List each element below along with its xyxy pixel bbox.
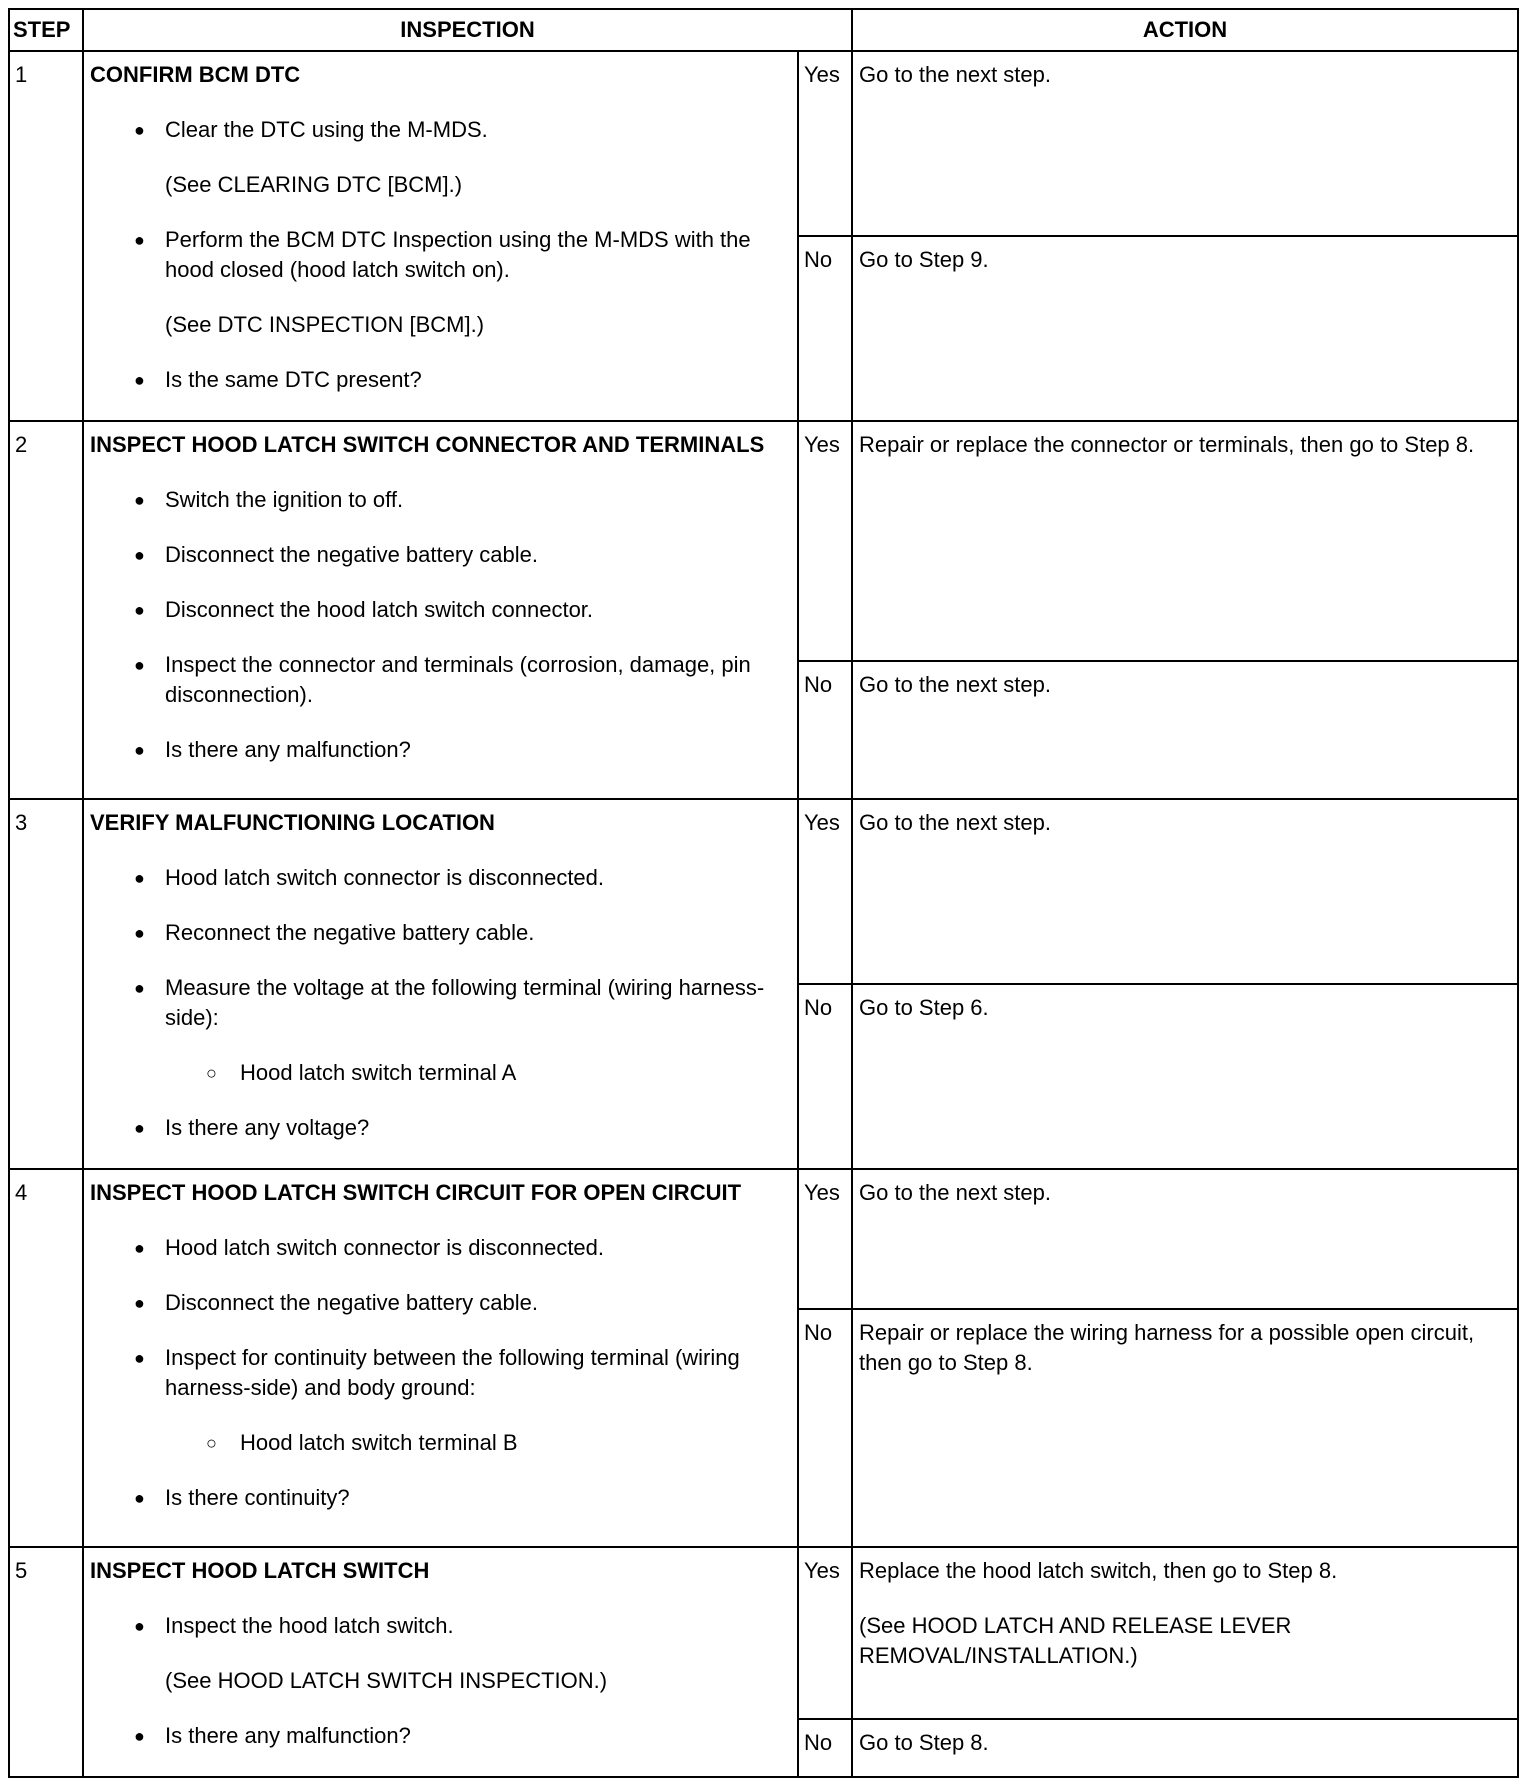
no-action: Go to Step 6. xyxy=(852,984,1518,1169)
no-action: Repair or replace the wiring harness for a possible open circuit, then go to Step 8. xyxy=(852,1309,1518,1547)
list-item: ● Is there any malfunction? xyxy=(90,735,787,765)
list-item: ● Hood latch switch connector is disconnected. xyxy=(90,1233,787,1263)
step-number: 5 xyxy=(9,1547,83,1777)
reference-note: (See CLEARING DTC [BCM].) xyxy=(165,172,463,197)
step-title: CONFIRM BCM DTC xyxy=(90,62,301,87)
list-item: ● Perform the BCM DTC Inspection using the M-MDS with the hood closed (hood latch switch on). xyxy=(90,225,787,285)
no-action: Go to Step 8. xyxy=(852,1719,1518,1777)
step-column-header: STEP xyxy=(9,9,83,51)
yes-action xyxy=(852,1547,1518,1719)
yes-action: Repair or replace the connector or terminals, then go to Step 8. xyxy=(852,421,1518,661)
list-item: ● Inspect the connector and terminals (corrosion, damage, pin disconnection). xyxy=(90,650,787,710)
inspection-cell xyxy=(83,51,798,421)
step-number: 2 xyxy=(9,421,83,799)
list-item: ● Is there any malfunction? xyxy=(90,1721,787,1751)
list-item: ● Switch the ignition to off. xyxy=(90,485,787,515)
reference-note: (See HOOD LATCH SWITCH INSPECTION.) xyxy=(165,1668,608,1693)
sub-list-item: ○ Hood latch switch terminal A xyxy=(90,1058,787,1088)
yes-label: Yes xyxy=(798,1169,852,1309)
list-item: ● Clear the DTC using the M-MDS. xyxy=(90,115,787,145)
no-action: Go to the next step. xyxy=(852,661,1518,799)
table-header-row xyxy=(9,9,1518,51)
inspection-cell xyxy=(83,421,798,799)
step-number: 3 xyxy=(9,799,83,1169)
list-item: ● Reconnect the negative battery cable. xyxy=(90,918,787,948)
sub-list-item: ○ Hood latch switch terminal B xyxy=(90,1428,787,1458)
list-item: ● Disconnect the hood latch switch connector. xyxy=(90,595,787,625)
no-label: No xyxy=(798,236,852,421)
step-number: 4 xyxy=(9,1169,83,1547)
no-label: No xyxy=(798,1309,852,1547)
list-item: ● Is there continuity? xyxy=(90,1483,787,1513)
yes-label: Yes xyxy=(798,799,852,984)
yes-label: Yes xyxy=(798,51,852,236)
list-item: ● Inspect for continuity between the following terminal (wiring harness-side) and body ground: xyxy=(90,1343,787,1403)
no-action: Go to Step 9. xyxy=(852,236,1518,421)
step-title: INSPECT HOOD LATCH SWITCH xyxy=(90,1558,430,1583)
list-item: ● Is the same DTC present? xyxy=(90,365,787,395)
step-number: 1 xyxy=(9,51,83,421)
step-title: INSPECT HOOD LATCH SWITCH CIRCUIT FOR OPEN CIRCUIT xyxy=(90,1180,742,1205)
list-item: ● Hood latch switch connector is disconnected. xyxy=(90,863,787,893)
step-title: INSPECT HOOD LATCH SWITCH CONNECTOR AND TERMINALS xyxy=(90,432,765,457)
yes-action: Go to the next step. xyxy=(852,799,1518,984)
yes-action-text: Replace the hood latch switch, then go to Step 8. xyxy=(859,1558,1338,1583)
no-label: No xyxy=(798,984,852,1169)
diagnostic-procedure-table xyxy=(8,8,1517,1756)
yes-action: Go to the next step. xyxy=(852,1169,1518,1309)
inspection-cell xyxy=(83,1547,798,1777)
table-row xyxy=(9,421,1518,661)
table-row xyxy=(9,1169,1518,1309)
list-item: ● Disconnect the negative battery cable. xyxy=(90,1288,787,1318)
table-row xyxy=(9,51,1518,236)
no-label: No xyxy=(798,1719,852,1777)
inspection-cell xyxy=(83,799,798,1169)
list-item: ● Is there any voltage? xyxy=(90,1113,787,1143)
reference-note: (See DTC INSPECTION [BCM].) xyxy=(165,312,485,337)
action-column-header: ACTION xyxy=(852,9,1518,51)
table-row xyxy=(9,799,1518,984)
inspection-cell xyxy=(83,1169,798,1547)
list-item: ● Inspect the hood latch switch. xyxy=(90,1611,787,1641)
yes-action: Go to the next step. xyxy=(852,51,1518,236)
yes-action-reference: (See HOOD LATCH AND RELEASE LEVER REMOVAL/INSTALLATION.) xyxy=(859,1613,1292,1668)
list-item: ● Disconnect the negative battery cable. xyxy=(90,540,787,570)
inspection-column-header: INSPECTION xyxy=(83,9,852,51)
table-row xyxy=(9,1547,1518,1719)
yes-label: Yes xyxy=(798,421,852,661)
yes-label: Yes xyxy=(798,1547,852,1719)
no-label: No xyxy=(798,661,852,799)
step-title: VERIFY MALFUNCTIONING LOCATION xyxy=(90,810,495,835)
list-item: ● Measure the voltage at the following terminal (wiring harness-side): xyxy=(90,973,787,1033)
